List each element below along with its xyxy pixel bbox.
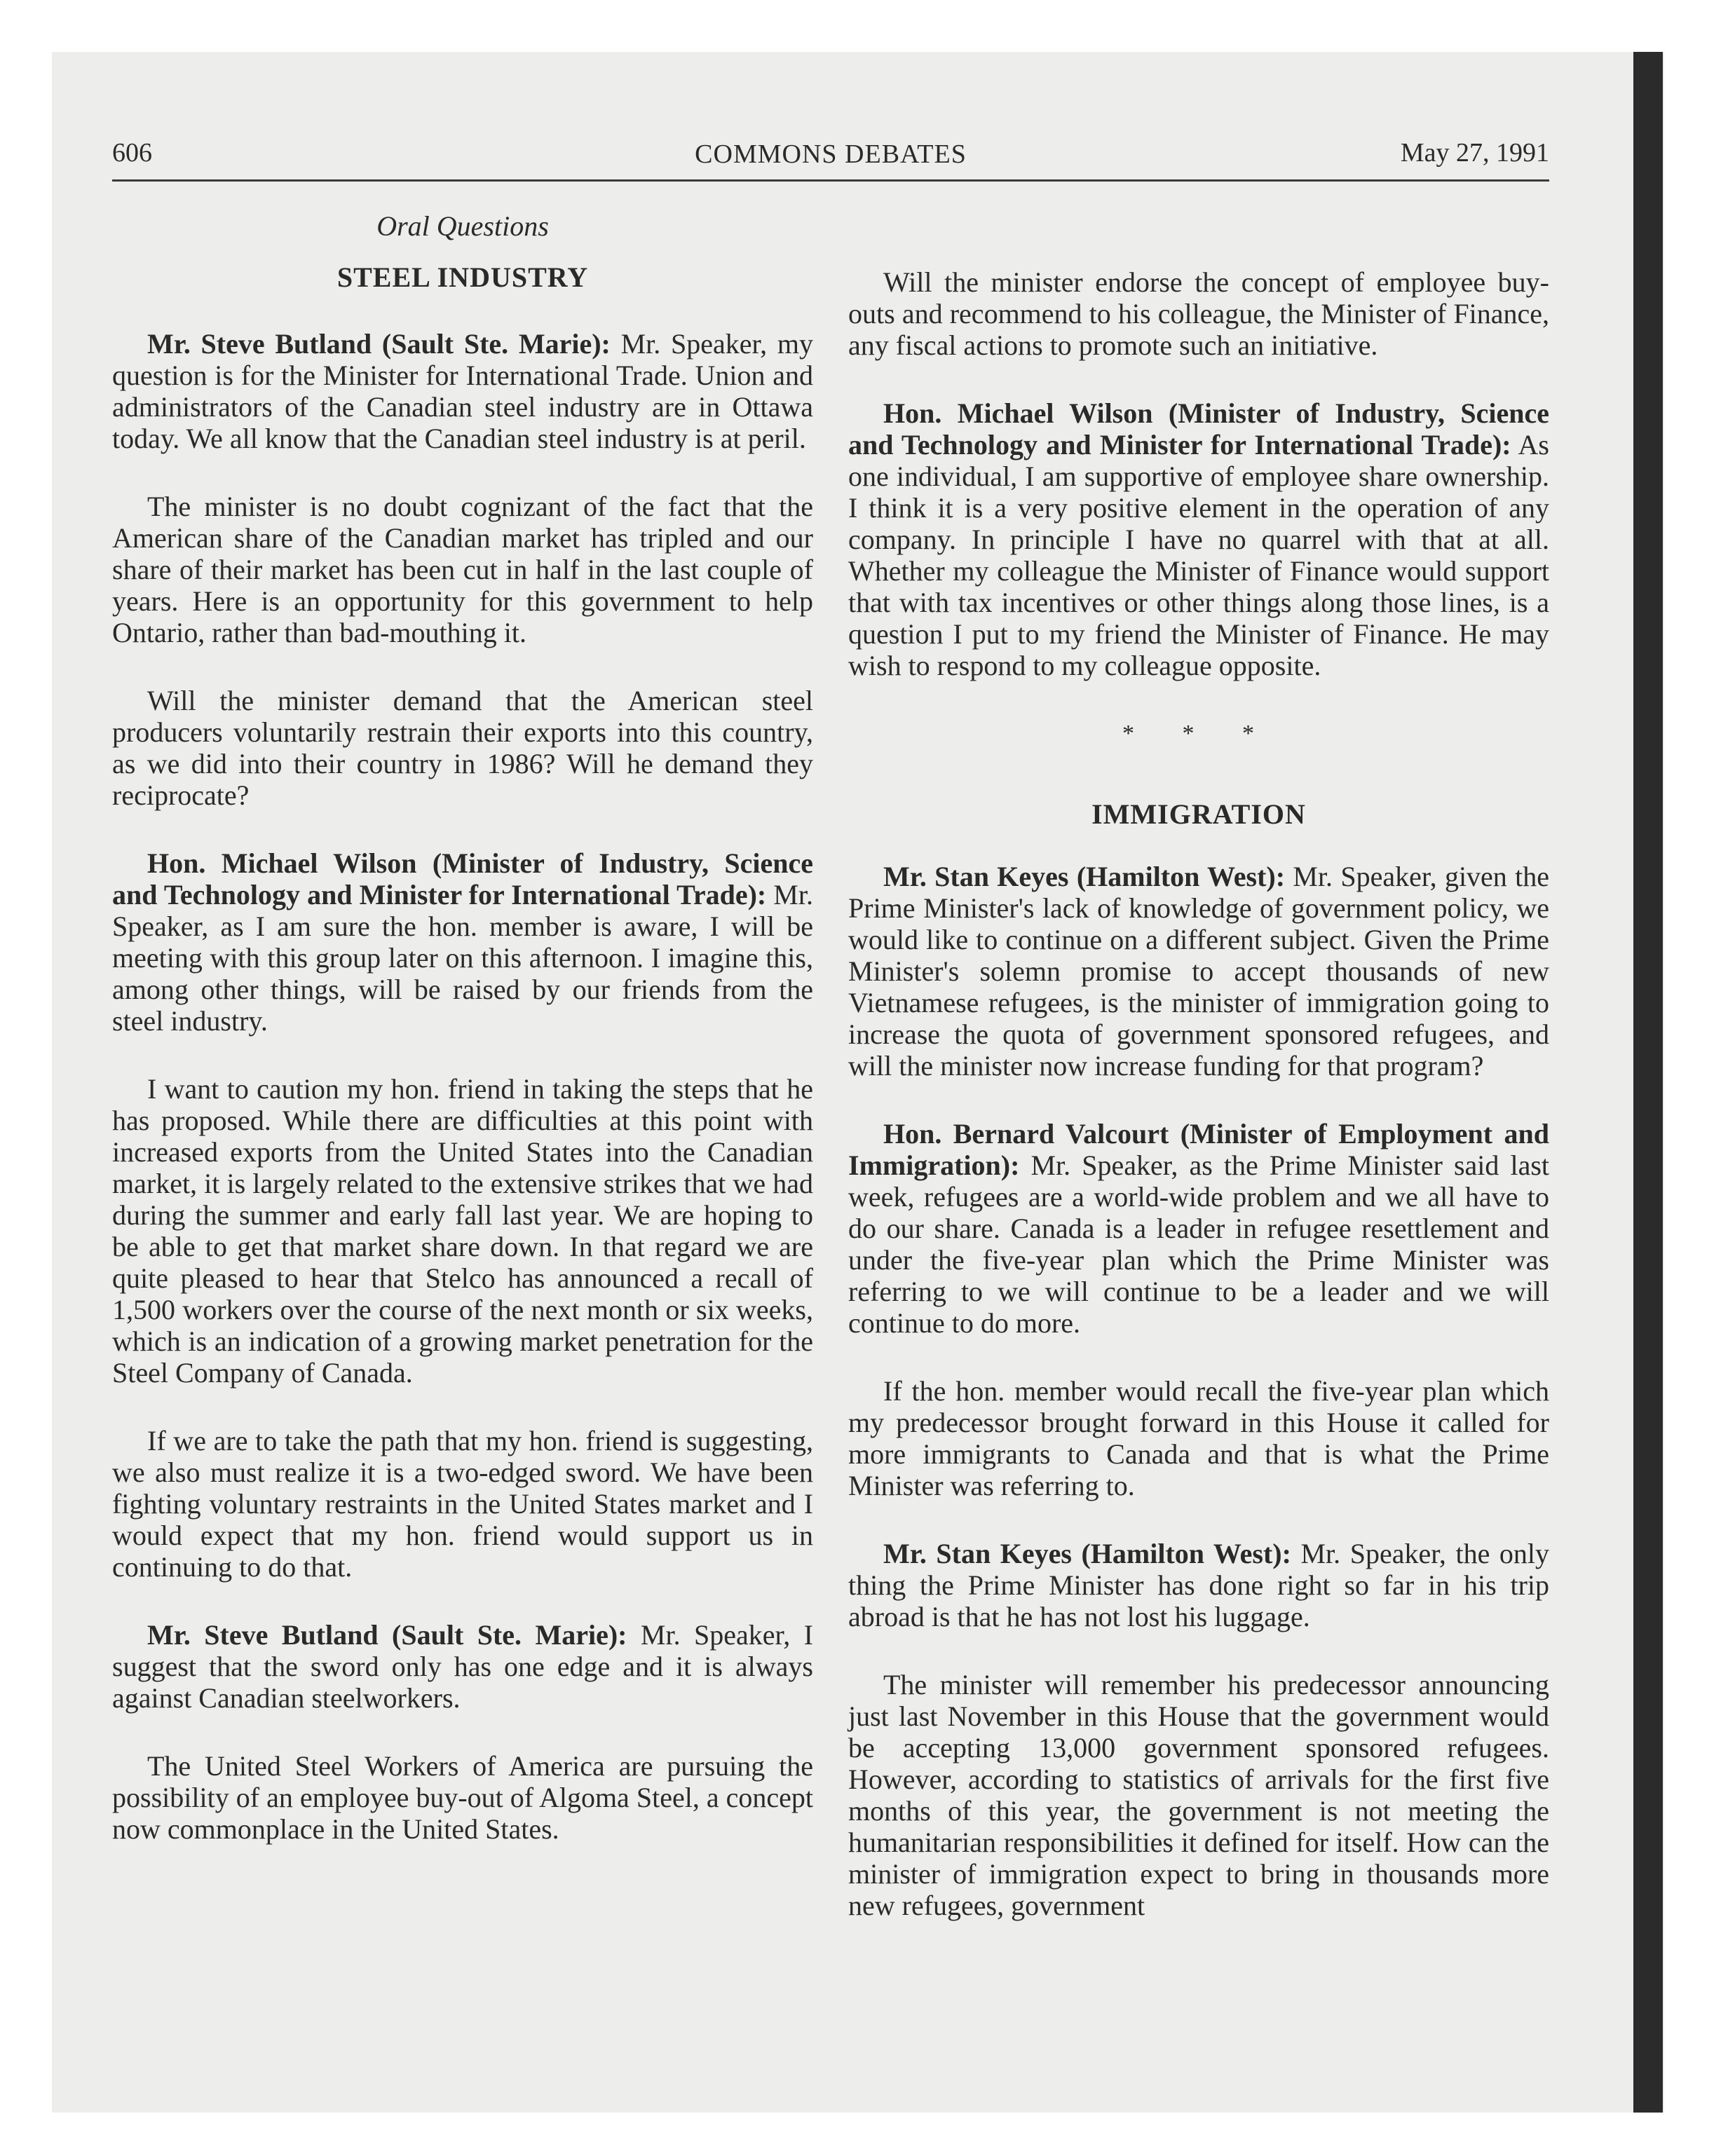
issue-date: May 27, 1991: [1400, 138, 1549, 168]
paragraph: [848, 397, 1549, 681]
paragraph: [848, 1375, 1549, 1501]
paragraph-text: Will the minister endorse the concept of employee buy-outs and recommend to his colleague, the Minister of Finance, any fiscal actions to promote such an initiative.: [848, 266, 1549, 361]
speaker-name: Mr. Stan Keyes (Hamilton West):: [883, 1538, 1291, 1569]
speaker-name: Mr. Steve Butland (Sault Ste. Marie):: [147, 1619, 627, 1651]
section-heading-steel: STEEL INDUSTRY: [336, 261, 589, 293]
left-paragraphs: [112, 328, 813, 1845]
speaker-name: Hon. Michael Wilson (Minister of Industry, Science and Technology and Minister for International Trade):: [112, 847, 813, 910]
paragraph: [848, 1118, 1549, 1339]
speaker-name: Hon. Bernard Valcourt (Minister of Employment and Immigration):: [848, 1118, 1549, 1181]
section-heading-immigration: IMMIGRATION: [1091, 798, 1306, 830]
paragraph-text: Mr. Speaker, I suggest that the sword only has one edge and it is always against Canadian steelworkers.: [112, 1619, 813, 1714]
speaker-name: Hon. Michael Wilson (Minister of Industry, Science and Technology and Minister for International Trade):: [848, 397, 1549, 460]
paragraph-text: Mr. Speaker, as I am sure the hon. member is aware, I will be meeting with this group later on this afternoon. I imagine this, among other things, will be raised by our friends from the steel industry.: [112, 879, 813, 1037]
paragraph: [848, 861, 1549, 1082]
paragraph-text: Will the minister demand that the American steel producers voluntarily restrain their exports into this country, as we did into their country in 1986? Will he demand they reciprocate?: [112, 685, 813, 811]
right-column: [848, 266, 1549, 1958]
section-label: Oral Questions: [376, 210, 549, 242]
paragraph-text: The United Steel Workers of America are pursuing the possibility of an employee buy-out of Algoma Steel, a concept now commonplace in the United States.: [112, 1750, 813, 1845]
paragraph-text: The minister will remember his predecessor announcing just last November in this House that the government would be accepting 13,000 government sponsored refugees. However, according to statistics of arrivals for the first five months of this year, the government is not meeting the humanitarian responsibilities it defined for itself. How can the minister of immigration expect to bring in thousands more new refugees, government: [848, 1669, 1549, 1921]
paragraph: [848, 1538, 1549, 1632]
paragraph: [112, 847, 813, 1037]
journal-title: COMMONS DEBATES: [695, 139, 967, 169]
paragraph-text: As one individual, I am supportive of employee share ownership. I think it is a very positive element in the operation of any company. In principle I have no quarrel with that at all. Whether my colleague the Minister of Finance would support that with tax incentives or other things along those lines, is a question I put to my friend the Minister of Finance. He may wish to respond to my colleague opposite.: [848, 429, 1549, 681]
paragraph-text: I want to caution my hon. friend in taking the steps that he has proposed. While there are difficulties at this point with increased exports from the United States into the Canadian market, it is largely related to the extensive strikes that we had during the summer and early fall last year. We are hoping to be able to get that market share down. In that regard we are quite pleased to hear that Stelco has announced a recall of 1,500 workers over the course of the next month or six weeks, which is an indication of a growing market penetration for the Steel Company of Canada.: [112, 1073, 813, 1389]
scan-edge-shadow: [1633, 52, 1663, 2113]
separator-stars: * * *: [1122, 721, 1275, 746]
paragraph: [112, 685, 813, 811]
paragraph: [112, 328, 813, 454]
paragraph-text: If we are to take the path that my hon. friend is suggesting, we also must realize it is a two-edged sword. We have been fighting voluntary restraints in the United States market and I would expect that my hon. friend would support us in continuing to do that.: [112, 1425, 813, 1583]
running-header: [112, 137, 1549, 182]
paragraph: [848, 266, 1549, 361]
speaker-name: Mr. Stan Keyes (Hamilton West):: [883, 861, 1286, 892]
paragraph-text: Mr. Speaker, given the Prime Minister's lack of knowledge of government policy, we would like to continue on a different subject. Given the Prime Minister's solemn promise to accept thousands of new Vietnamese refugees, is the minister of immigration going to increase the quota of government sponsored refugees, and will the minister now increase funding for that program?: [848, 861, 1549, 1082]
paragraph: [112, 1073, 813, 1389]
paragraph-text: Mr. Speaker, as the Prime Minister said last week, refugees are a world-wide problem and we all have to do our share. Canada is a leader in refugee resettlement and under the five-year plan which the Prime Minister was referring to we will continue to be a leader and we will continue to do more.: [848, 1149, 1549, 1339]
right-paragraphs-bottom: [848, 861, 1549, 1921]
paragraph-text: Mr. Speaker, my question is for the Minister for International Trade. Union and administrators of the Canadian steel industry are in Ottawa today. We all know that the Canadian steel industry is at peril.: [112, 328, 813, 454]
paragraph: [848, 1669, 1549, 1921]
paragraph-text: The minister is no doubt cognizant of the fact that the American share of the Canadian market has tripled and our share of their market has been cut in half in the last couple of years. Here is an opportunity for this government to help Ontario, rather than bad-mouthing it.: [112, 491, 813, 648]
paragraph: [112, 1425, 813, 1583]
page-number: 606: [112, 138, 152, 168]
paragraph: [112, 491, 813, 648]
paragraph: [112, 1619, 813, 1714]
paragraph-text: If the hon. member would recall the five-year plan which my predecessor brought forward in this House it called for more immigrants to Canada and that is what the Prime Minister was referring to.: [848, 1375, 1549, 1501]
speaker-name: Mr. Steve Butland (Sault Ste. Marie):: [147, 328, 611, 360]
paragraph: [112, 1750, 813, 1845]
left-column: [112, 210, 813, 1881]
paragraph-text: Mr. Speaker, the only thing the Prime Minister has done right so far in his trip abroad is that he has not lost his luggage.: [848, 1538, 1549, 1632]
right-paragraphs-top: [848, 266, 1549, 681]
